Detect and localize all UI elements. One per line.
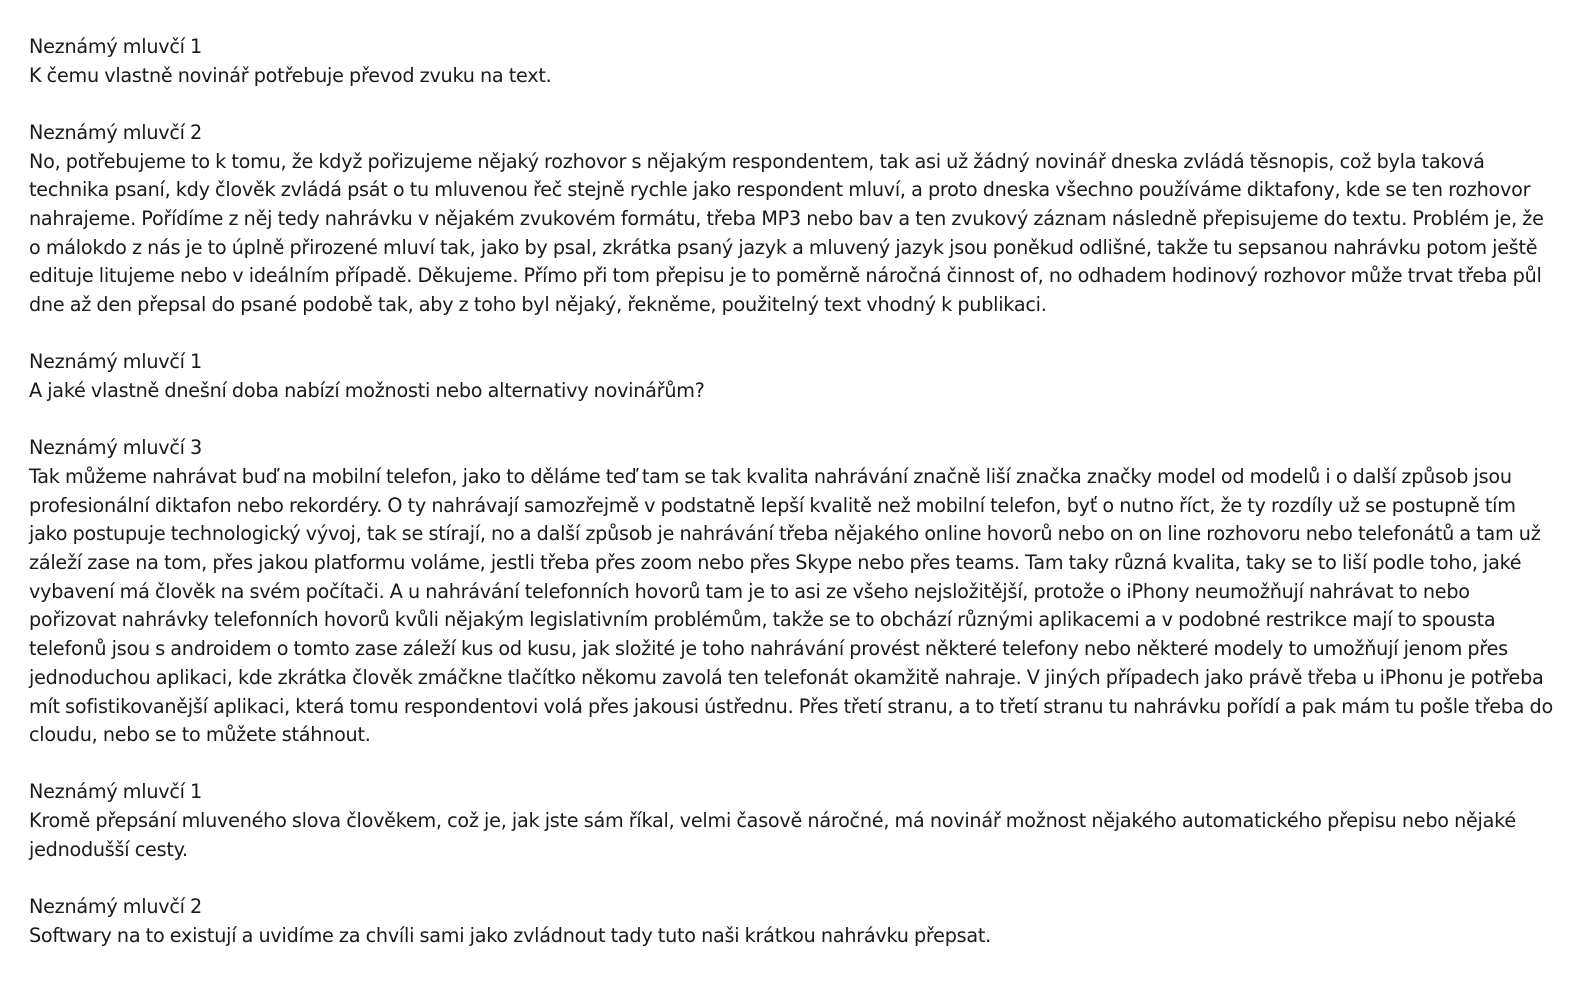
transcript-turn-1 [29,33,1557,90]
transcript-turn-5 [29,778,1557,864]
transcript-turn-3 [29,348,1557,405]
speaker-label: Neznámý mluvčí 2 [29,895,203,919]
utterance-text: Softwary na to existují a uvidíme za chvíli sami jako zvládnout tady tuto naši krátkou nahrávku přepsat. [29,923,992,947]
utterance-text: A jaké vlastně dnešní doba nabízí možnosti nebo alternativy novinářům? [29,379,705,403]
speaker-label: Neznámý mluvčí 3 [29,436,203,460]
utterance-text: Tak můžeme nahrávat buď na mobilní telefon, jako to děláme teď tam se tak kvalita nahrávání značně liší značka značky model od modelů i o další způsob jsou profesionální diktafon nebo rekordéry. O ty nahrávají samozřejmě v podstatně lepší kvalitě než mobilní telefon, byť o nutno říct, že ty rozdíly už se postupně tím jako postupuje technologický vývoj, tak se stírají, no a další způsob je nahrávání třeba nějakého online hovorů nebo on on line rozhovoru nebo telefonátů a tam už záleží zase na tom, přes jakou platformu voláme, jestli třeba přes zoom nebo přes Skype nebo přes teams. Tam taky různá kvalita, taky se to liší podle toho, jaké vybavení má člověk na svém počítači. A u nahrávání telefonních hovorů tam je to asi ze všeho nejsložitější, protože o iPhony neumožňují nahrávat to nebo pořizovat nahrávky telefonních hovorů kvůli nějakým legislativním problémům, takže se to obchází různými aplikacemi a v podobné restrikce mají to spousta telefonů jsou s androidem o tomto zase záleží kus od kusu, jak složité je toho nahrávání provést některé telefony nebo některé modely to umožňují jenom přes jednoduchou aplikaci, kde zkrátka člověk zmáčkne tlačítko někomu zavolá ten telefonát okamžitě nahraje. V jiných případech jako právě třeba u iPhonu je potřeba mít sofistikovanější aplikaci, která tomu respondentovi volá přes jakousi ústřednu. Přes třetí stranu, a to třetí stranu tu nahrávku pořídí a pak mám tu pošle třeba do cloudu, nebo se to můžete stáhnout. [29,464,1553,747]
transcript-document [29,33,1557,979]
utterance-text: No, potřebujeme to k tomu, že když pořizujeme nějaký rozhovor s nějakým respondentem, tak asi už žádný novinář dneska zvládá těsnopis, což byla taková technika psaní, kdy člověk zvládá psát o tu mluvenou řeč stejně rychle jako respondent mluví, a proto dneska všechno používáme diktafony, kde se ten rozhovor nahrajeme. Pořídíme z něj tedy nahrávku v nějakém zvukovém formátu, třeba MP3 nebo bav a ten zvukový záznam následně přepisujeme do textu. Problém je, že o málokdo z nás je to úplně přirozené mluví tak, jako by psal, zkrátka psaný jazyk a mluvený jazyk jsou poněkud odlišné, takže tu sepsanou nahrávku potom ještě edituje litujeme nebo v ideálním případě. Děkujeme. Přímo při tom přepisu je to poměrně náročná činnost of, no odhadem hodinový rozhovor může trvat třeba půl dne až den přepsal do psané podobě tak, aby z toho byl nějaký, řekněme, použitelný text vhodný k publikaci. [29,149,1544,317]
utterance-text: Kromě přepsání mluveného slova člověkem, což je, jak jste sám říkal, velmi časově náročné, má novinář možnost nějakého automatického přepisu nebo nějaké jednodušší cesty. [29,809,1516,861]
transcript-turn-6 [29,893,1557,950]
transcript-turn-2 [29,119,1557,320]
speaker-label: Neznámý mluvčí 1 [29,35,203,58]
speaker-label: Neznámý mluvčí 2 [29,120,203,144]
speaker-label: Neznámý mluvčí 1 [29,780,203,804]
utterance-text: K čemu vlastně novinář potřebuje převod zvuku na text. [29,63,552,87]
transcript-turn-4 [29,434,1557,750]
speaker-label: Neznámý mluvčí 1 [29,350,203,374]
